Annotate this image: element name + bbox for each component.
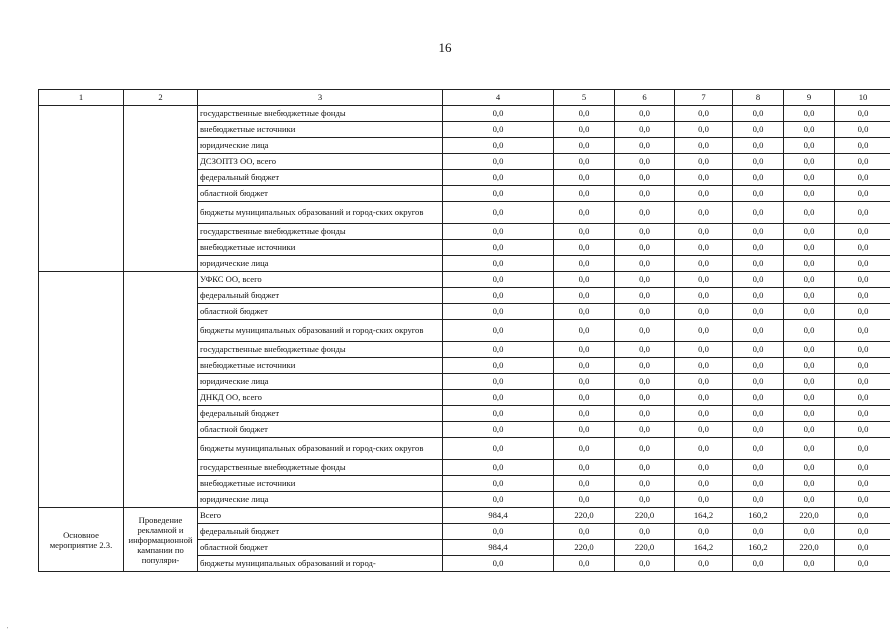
funding-source-label: бюджеты муниципальных образований и город-ских округов [198, 320, 443, 342]
value-cell: 0,0 [675, 154, 733, 170]
value-cell: 0,0 [835, 508, 890, 524]
value-cell: 0,0 [835, 422, 890, 438]
header-cell: 3 [198, 90, 443, 106]
value-cell: 0,0 [615, 138, 675, 154]
value-cell: 0,0 [675, 138, 733, 154]
value-cell: 0,0 [443, 240, 554, 256]
value-cell: 0,0 [835, 540, 890, 556]
value-cell: 0,0 [615, 390, 675, 406]
value-cell: 0,0 [675, 122, 733, 138]
value-cell: 0,0 [443, 170, 554, 186]
value-cell: 0,0 [733, 374, 784, 390]
value-cell: 0,0 [675, 342, 733, 358]
funding-source-label: ДНКД ОО, всего [198, 390, 443, 406]
value-cell: 0,0 [784, 556, 835, 572]
funding-source-label: внебюджетные источники [198, 358, 443, 374]
value-cell: 0,0 [784, 240, 835, 256]
funding-source-label: внебюджетные источники [198, 240, 443, 256]
value-cell: 0,0 [784, 342, 835, 358]
value-cell: 0,0 [615, 460, 675, 476]
value-cell: 0,0 [784, 138, 835, 154]
value-cell: 0,0 [554, 304, 615, 320]
value-cell: 0,0 [675, 186, 733, 202]
header-cell: 10 [835, 90, 890, 106]
value-cell: 0,0 [554, 170, 615, 186]
funding-source-label: юридические лица [198, 374, 443, 390]
value-cell: 0,0 [615, 106, 675, 122]
value-cell: 0,0 [784, 406, 835, 422]
header-cell: 6 [615, 90, 675, 106]
value-cell: 0,0 [784, 320, 835, 342]
funding-source-label: бюджеты муниципальных образований и город- [198, 556, 443, 572]
value-cell: 0,0 [615, 288, 675, 304]
value-cell: 0,0 [615, 374, 675, 390]
value-cell: 220,0 [784, 540, 835, 556]
funding-source-label: внебюджетные источники [198, 122, 443, 138]
table-row [39, 508, 890, 524]
value-cell: 0,0 [835, 240, 890, 256]
value-cell: 0,0 [675, 224, 733, 240]
value-cell: 0,0 [554, 492, 615, 508]
value-cell: 0,0 [615, 154, 675, 170]
value-cell: 0,0 [835, 492, 890, 508]
value-cell: 0,0 [835, 460, 890, 476]
value-cell: 0,0 [733, 422, 784, 438]
table-row [39, 106, 890, 122]
measure-description-cell [124, 272, 198, 508]
value-cell: 0,0 [554, 122, 615, 138]
funding-source-label: федеральный бюджет [198, 406, 443, 422]
value-cell: 0,0 [784, 202, 835, 224]
value-cell: 220,0 [554, 540, 615, 556]
value-cell: 0,0 [784, 374, 835, 390]
value-cell: 0,0 [443, 556, 554, 572]
funding-source-label: государственные внебюджетные фонды [198, 342, 443, 358]
value-cell: 0,0 [443, 460, 554, 476]
value-cell: 0,0 [615, 272, 675, 288]
value-cell: 0,0 [835, 122, 890, 138]
value-cell: 0,0 [554, 272, 615, 288]
value-cell: 164,2 [675, 540, 733, 556]
value-cell: 0,0 [615, 476, 675, 492]
value-cell: 0,0 [784, 304, 835, 320]
value-cell: 0,0 [835, 224, 890, 240]
value-cell: 0,0 [615, 556, 675, 572]
value-cell: 0,0 [615, 524, 675, 540]
value-cell: 0,0 [615, 492, 675, 508]
value-cell: 0,0 [675, 406, 733, 422]
value-cell: 160,2 [733, 508, 784, 524]
value-cell: 0,0 [733, 106, 784, 122]
value-cell: 0,0 [675, 524, 733, 540]
value-cell: 0,0 [835, 342, 890, 358]
measure-description-cell: Проведение рекламной и информационной кампании по популяри- [124, 508, 198, 572]
value-cell: 0,0 [675, 170, 733, 186]
value-cell: 0,0 [554, 288, 615, 304]
value-cell: 0,0 [733, 240, 784, 256]
value-cell: 0,0 [443, 320, 554, 342]
header-cell: 1 [39, 90, 124, 106]
scan-mark: ' [7, 627, 9, 633]
header-cell: 2 [124, 90, 198, 106]
funding-source-label: государственные внебюджетные фонды [198, 224, 443, 240]
value-cell: 0,0 [784, 272, 835, 288]
value-cell: 0,0 [733, 390, 784, 406]
value-cell: 0,0 [784, 154, 835, 170]
value-cell: 220,0 [615, 508, 675, 524]
value-cell: 0,0 [554, 358, 615, 374]
value-cell: 0,0 [443, 154, 554, 170]
funding-source-label: Всего [198, 508, 443, 524]
value-cell: 984,4 [443, 540, 554, 556]
value-cell: 164,2 [675, 508, 733, 524]
value-cell: 0,0 [554, 342, 615, 358]
value-cell: 0,0 [675, 358, 733, 374]
value-cell: 0,0 [615, 358, 675, 374]
value-cell: 0,0 [675, 106, 733, 122]
header-cell: 5 [554, 90, 615, 106]
value-cell: 0,0 [784, 186, 835, 202]
value-cell: 0,0 [615, 170, 675, 186]
value-cell: 0,0 [733, 288, 784, 304]
value-cell: 0,0 [784, 390, 835, 406]
value-cell: 0,0 [443, 438, 554, 460]
value-cell: 0,0 [835, 390, 890, 406]
value-cell: 0,0 [733, 256, 784, 272]
value-cell: 0,0 [615, 406, 675, 422]
value-cell: 0,0 [733, 492, 784, 508]
value-cell: 0,0 [835, 106, 890, 122]
value-cell: 0,0 [733, 122, 784, 138]
value-cell: 0,0 [784, 358, 835, 374]
value-cell: 0,0 [835, 358, 890, 374]
value-cell: 0,0 [443, 422, 554, 438]
measure-name-cell [39, 106, 124, 272]
value-cell: 0,0 [784, 438, 835, 460]
value-cell: 220,0 [615, 540, 675, 556]
value-cell: 0,0 [554, 422, 615, 438]
value-cell: 0,0 [675, 304, 733, 320]
header-cell: 8 [733, 90, 784, 106]
value-cell: 160,2 [733, 540, 784, 556]
value-cell: 0,0 [443, 272, 554, 288]
funding-source-label: областной бюджет [198, 304, 443, 320]
value-cell: 0,0 [554, 438, 615, 460]
value-cell: 0,0 [615, 240, 675, 256]
value-cell: 0,0 [733, 186, 784, 202]
funding-source-label: федеральный бюджет [198, 170, 443, 186]
funding-source-label: ДСЗОПТЗ ОО, всего [198, 154, 443, 170]
value-cell: 0,0 [835, 288, 890, 304]
value-cell: 0,0 [835, 374, 890, 390]
value-cell: 0,0 [733, 202, 784, 224]
value-cell: 0,0 [675, 460, 733, 476]
value-cell: 0,0 [675, 288, 733, 304]
value-cell: 0,0 [443, 122, 554, 138]
funding-source-label: внебюджетные источники [198, 476, 443, 492]
value-cell: 0,0 [784, 492, 835, 508]
value-cell: 0,0 [733, 406, 784, 422]
value-cell: 0,0 [675, 320, 733, 342]
value-cell: 0,0 [615, 342, 675, 358]
value-cell: 0,0 [784, 256, 835, 272]
value-cell: 0,0 [835, 170, 890, 186]
value-cell: 0,0 [835, 438, 890, 460]
value-cell: 0,0 [835, 202, 890, 224]
value-cell: 0,0 [675, 374, 733, 390]
value-cell: 0,0 [443, 342, 554, 358]
value-cell: 0,0 [784, 224, 835, 240]
value-cell: 0,0 [443, 524, 554, 540]
value-cell: 0,0 [615, 422, 675, 438]
value-cell: 0,0 [443, 106, 554, 122]
value-cell: 0,0 [675, 272, 733, 288]
value-cell: 0,0 [835, 138, 890, 154]
value-cell: 0,0 [443, 406, 554, 422]
funding-source-label: государственные внебюджетные фонды [198, 106, 443, 122]
value-cell: 0,0 [835, 556, 890, 572]
value-cell: 0,0 [784, 122, 835, 138]
value-cell: 0,0 [554, 374, 615, 390]
value-cell: 0,0 [554, 154, 615, 170]
value-cell: 0,0 [615, 320, 675, 342]
value-cell: 0,0 [733, 224, 784, 240]
value-cell: 0,0 [443, 390, 554, 406]
value-cell: 0,0 [615, 224, 675, 240]
value-cell: 0,0 [784, 460, 835, 476]
measure-name-cell: Основное мероприятие 2.3. [39, 508, 124, 572]
funding-source-label: бюджеты муниципальных образований и город-ских округов [198, 438, 443, 460]
value-cell: 0,0 [615, 122, 675, 138]
funding-source-label: юридические лица [198, 492, 443, 508]
value-cell: 0,0 [554, 224, 615, 240]
value-cell: 0,0 [784, 524, 835, 540]
header-row [39, 90, 890, 106]
value-cell: 0,0 [443, 224, 554, 240]
measure-name-cell [39, 272, 124, 508]
funding-source-label: УФКС ОО, всего [198, 272, 443, 288]
value-cell: 0,0 [554, 460, 615, 476]
value-cell: 220,0 [784, 508, 835, 524]
funding-source-label: федеральный бюджет [198, 288, 443, 304]
value-cell: 0,0 [615, 202, 675, 224]
value-cell: 0,0 [784, 106, 835, 122]
value-cell: 0,0 [615, 304, 675, 320]
funding-source-label: федеральный бюджет [198, 524, 443, 540]
funding-source-label: государственные внебюджетные фонды [198, 460, 443, 476]
value-cell: 0,0 [835, 256, 890, 272]
value-cell: 0,0 [443, 202, 554, 224]
value-cell: 0,0 [784, 288, 835, 304]
value-cell: 0,0 [733, 154, 784, 170]
value-cell: 0,0 [675, 256, 733, 272]
value-cell: 0,0 [615, 256, 675, 272]
value-cell: 0,0 [835, 186, 890, 202]
value-cell: 0,0 [615, 186, 675, 202]
value-cell: 0,0 [554, 138, 615, 154]
value-cell: 0,0 [443, 138, 554, 154]
value-cell: 0,0 [733, 476, 784, 492]
value-cell: 0,0 [554, 524, 615, 540]
value-cell: 0,0 [554, 390, 615, 406]
value-cell: 0,0 [733, 524, 784, 540]
value-cell: 0,0 [443, 358, 554, 374]
value-cell: 0,0 [733, 358, 784, 374]
value-cell: 0,0 [554, 202, 615, 224]
value-cell: 0,0 [835, 524, 890, 540]
value-cell: 0,0 [784, 170, 835, 186]
value-cell: 0,0 [443, 476, 554, 492]
value-cell: 0,0 [733, 170, 784, 186]
value-cell: 0,0 [733, 438, 784, 460]
funding-source-label: юридические лица [198, 138, 443, 154]
value-cell: 0,0 [835, 476, 890, 492]
funding-source-label: областной бюджет [198, 422, 443, 438]
value-cell: 220,0 [554, 508, 615, 524]
value-cell: 0,0 [554, 556, 615, 572]
value-cell: 0,0 [615, 438, 675, 460]
value-cell: 0,0 [675, 476, 733, 492]
value-cell: 0,0 [675, 556, 733, 572]
value-cell: 0,0 [443, 374, 554, 390]
value-cell: 0,0 [554, 406, 615, 422]
value-cell: 0,0 [835, 304, 890, 320]
value-cell: 0,0 [733, 304, 784, 320]
value-cell: 0,0 [554, 106, 615, 122]
funding-source-label: областной бюджет [198, 540, 443, 556]
value-cell: 0,0 [733, 272, 784, 288]
value-cell: 0,0 [675, 202, 733, 224]
value-cell: 0,0 [835, 154, 890, 170]
value-cell: 0,0 [443, 186, 554, 202]
value-cell: 0,0 [733, 556, 784, 572]
value-cell: 0,0 [675, 422, 733, 438]
value-cell: 0,0 [733, 342, 784, 358]
value-cell: 0,0 [784, 476, 835, 492]
value-cell: 0,0 [443, 288, 554, 304]
header-cell: 9 [784, 90, 835, 106]
value-cell: 0,0 [675, 438, 733, 460]
value-cell: 0,0 [554, 256, 615, 272]
value-cell: 0,0 [554, 476, 615, 492]
value-cell: 984,4 [443, 508, 554, 524]
value-cell: 0,0 [835, 320, 890, 342]
header-cell: 7 [675, 90, 733, 106]
budget-table [38, 89, 890, 572]
value-cell: 0,0 [675, 390, 733, 406]
value-cell: 0,0 [443, 304, 554, 320]
funding-source-label: бюджеты муниципальных образований и город-ских округов [198, 202, 443, 224]
value-cell: 0,0 [554, 320, 615, 342]
value-cell: 0,0 [443, 492, 554, 508]
funding-source-label: юридические лица [198, 256, 443, 272]
value-cell: 0,0 [733, 138, 784, 154]
value-cell: 0,0 [443, 256, 554, 272]
value-cell: 0,0 [733, 460, 784, 476]
page-number: 16 [438, 40, 452, 55]
value-cell: 0,0 [554, 186, 615, 202]
value-cell: 0,0 [733, 320, 784, 342]
value-cell: 0,0 [835, 406, 890, 422]
value-cell: 0,0 [675, 240, 733, 256]
header-cell: 4 [443, 90, 554, 106]
value-cell: 0,0 [784, 422, 835, 438]
value-cell: 0,0 [835, 272, 890, 288]
value-cell: 0,0 [554, 240, 615, 256]
table-row [39, 272, 890, 288]
funding-source-label: областной бюджет [198, 186, 443, 202]
measure-description-cell [124, 106, 198, 272]
value-cell: 0,0 [675, 492, 733, 508]
